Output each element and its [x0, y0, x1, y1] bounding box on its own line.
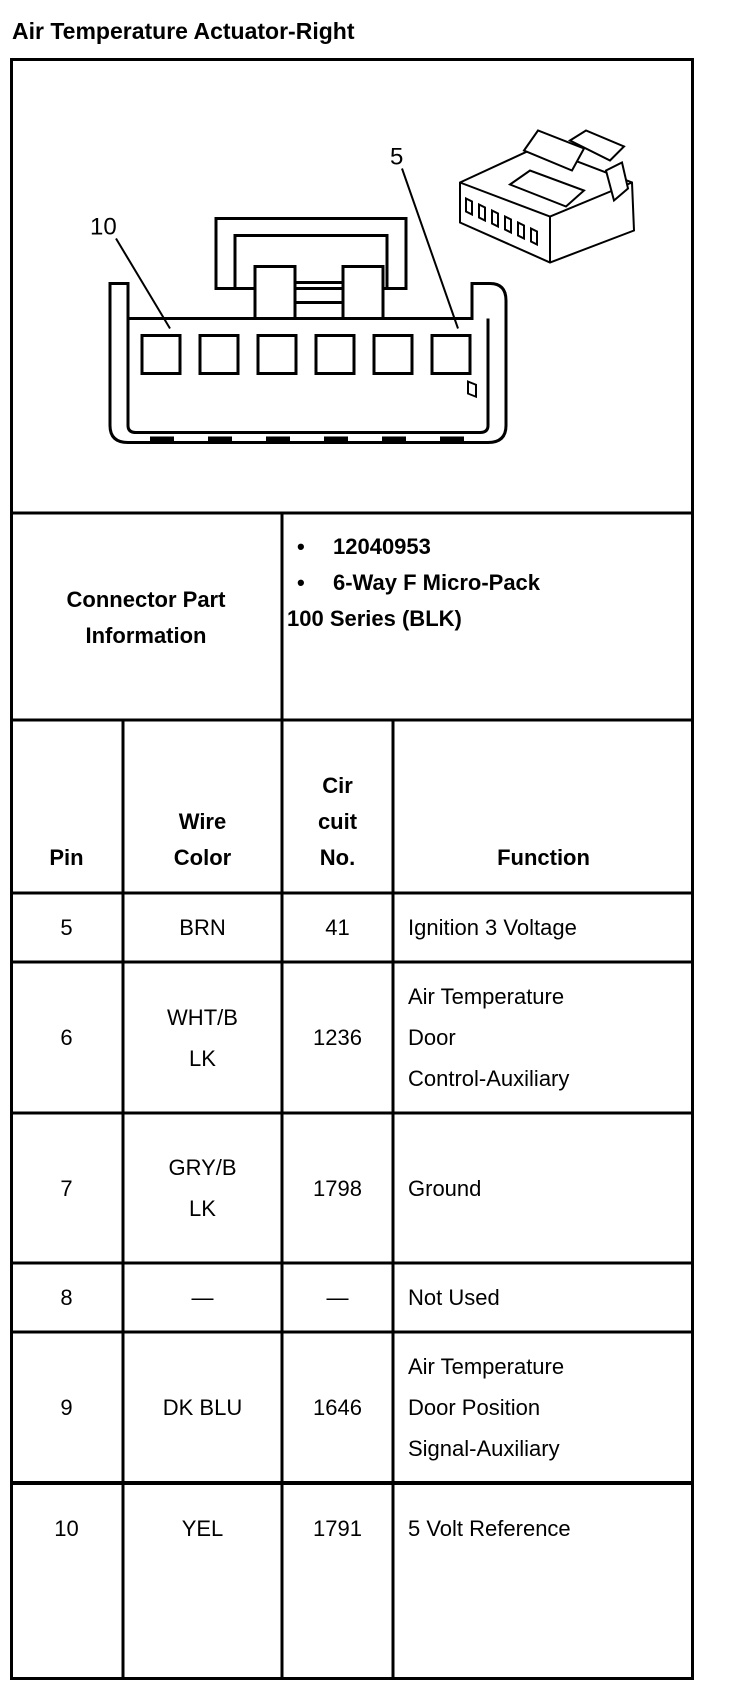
- header-wire-line1: Wire: [178, 809, 227, 834]
- cell-function-line: 5 Volt Reference: [408, 1516, 571, 1541]
- cell-pin: [10, 1277, 123, 1318]
- header-pin: Pin: [49, 845, 84, 870]
- pin-cavity: [432, 336, 470, 374]
- cell-circuit-line: 41: [325, 915, 350, 940]
- cell-pin: [10, 1508, 123, 1549]
- cell-circuit: [282, 1277, 393, 1318]
- header-wire-line2: Color: [173, 845, 232, 870]
- connector-label-line1: Connector Part: [66, 587, 226, 612]
- cell-function: [408, 1168, 694, 1209]
- cell-function: [408, 1346, 694, 1469]
- cell-function-line: Not Used: [408, 1285, 500, 1310]
- pin-cavity: [200, 336, 238, 374]
- cell-pin-line: 5: [60, 915, 73, 940]
- cell-circuit-line: 1791: [313, 1516, 362, 1541]
- cell-pin: [10, 1387, 123, 1428]
- cell-function-line: Ignition 3 Voltage: [408, 915, 577, 940]
- cell-function-line: Air Temperature: [408, 1354, 565, 1379]
- callout-label-10: 10: [90, 213, 117, 241]
- cell-function-line: Signal-Auxiliary: [408, 1436, 560, 1461]
- connector-table: [10, 58, 694, 1680]
- cell-pin: [10, 1017, 123, 1058]
- cell-wire-color: [123, 1277, 282, 1318]
- cell-wire-color-line: DK BLU: [162, 1395, 243, 1420]
- cell-wire-color-line: LK: [189, 1045, 216, 1071]
- cell-function: [408, 976, 694, 1099]
- connector-part-info-label: [10, 582, 282, 654]
- cell-function-line: Air Temperature: [408, 984, 565, 1009]
- cell-circuit: [282, 1387, 393, 1428]
- pin-cavity: [316, 336, 354, 374]
- cell-function-line: Door Position: [408, 1395, 541, 1420]
- pin-cavity: [258, 336, 296, 374]
- cell-circuit-line: 1798: [313, 1175, 362, 1201]
- part-number-bullet: • 12040953: [297, 534, 431, 559]
- pin-cavity: [374, 336, 412, 374]
- cell-wire-color-line: WHT/B: [167, 1004, 238, 1030]
- connector-label-line2: Information: [85, 623, 207, 648]
- cell-pin-line: 6: [60, 1025, 73, 1050]
- cell-pin: [10, 1168, 123, 1209]
- connector-series: 100 Series (BLK): [287, 606, 462, 631]
- cell-wire-color-line: YEL: [181, 1516, 224, 1541]
- header-circuit-line3: No.: [319, 845, 356, 870]
- cell-wire-color-line: —: [191, 1285, 214, 1310]
- cell-wire-color: [123, 1387, 282, 1428]
- header-circuit-line2: cuit: [317, 809, 358, 834]
- header-circuit-line1: Cir: [322, 773, 353, 798]
- cell-pin-line: 9: [60, 1395, 73, 1420]
- cell-function-line: Control-Auxiliary: [408, 1066, 570, 1091]
- cell-wire-color: [123, 1508, 282, 1549]
- header-wire-color: [123, 804, 282, 876]
- cell-function-line: Ground: [408, 1175, 482, 1201]
- cell-circuit: [282, 907, 393, 948]
- part-number: 12040953: [333, 534, 431, 559]
- callout-label-5: 5: [390, 143, 404, 171]
- cell-wire-color: [123, 907, 282, 948]
- connector-diagram: [10, 58, 694, 578]
- cell-function: [408, 1508, 694, 1549]
- cell-wire-color-line: LK: [189, 1196, 216, 1221]
- cell-circuit: [282, 1168, 393, 1209]
- pin-cavity: [142, 336, 180, 374]
- cell-function-line: Door: [408, 1025, 456, 1050]
- cell-circuit-line: 1646: [313, 1395, 362, 1420]
- cell-circuit: [282, 1017, 393, 1058]
- cell-circuit-line: —: [326, 1285, 349, 1310]
- cell-circuit: [282, 1508, 393, 1549]
- cell-wire-color: [123, 997, 282, 1079]
- header-function: Function: [497, 845, 590, 870]
- cell-circuit-line: 1236: [313, 1025, 362, 1050]
- connector-type: 6-Way F Micro-Pack: [333, 570, 541, 595]
- header-circuit-no: [282, 768, 393, 876]
- cell-pin-line: 10: [54, 1516, 79, 1541]
- cell-wire-color-line: GRY/B: [168, 1155, 237, 1180]
- callout-line-5: [402, 169, 458, 329]
- cell-function: [408, 907, 694, 948]
- cell-function: [408, 1277, 694, 1318]
- page-title: Air Temperature Actuator-Right: [12, 18, 355, 44]
- cell-wire-color-line: BRN: [179, 915, 226, 940]
- cell-pin-line: 7: [60, 1175, 73, 1201]
- cell-pin-line: 8: [60, 1285, 73, 1310]
- cell-wire-color: [123, 1147, 282, 1229]
- cell-pin: [10, 907, 123, 948]
- connector-type-bullet: • 6-Way F Micro-Pack: [297, 570, 541, 595]
